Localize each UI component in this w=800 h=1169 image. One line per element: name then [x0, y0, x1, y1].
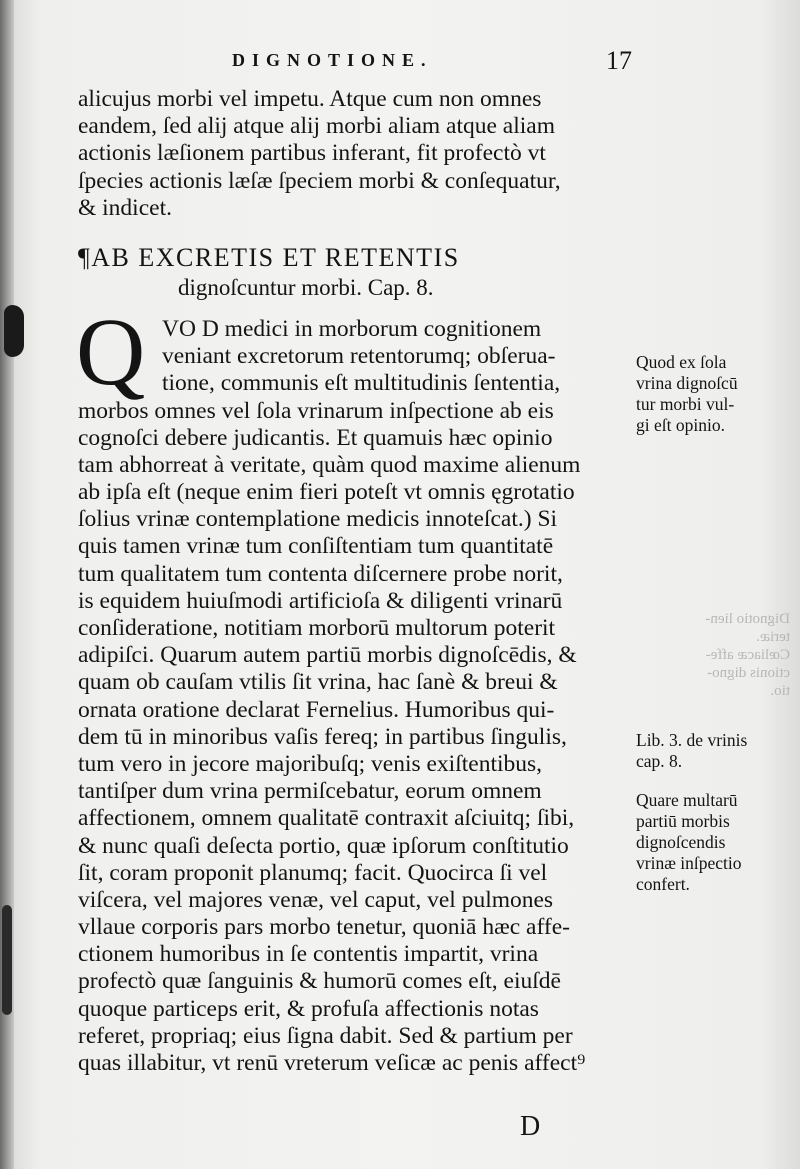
main-text-block	[78, 86, 630, 1077]
text-line: cognoſci debere judicantis. Et quamuis hæc opinio	[78, 424, 553, 451]
text-line: VO D medici in morborum cognitionem	[162, 315, 542, 342]
text-line: profectò quæ ſanguinis & humorū comes eſt, eiuſdē	[78, 968, 561, 995]
text-line: quis tamen vrinæ tum conſiſtentiam tum quantitatē	[78, 533, 554, 560]
chapter-title: ¶AB EXCRETIS ET RETENTIS	[78, 242, 460, 272]
text-line: tantiſper dum vrina permiſcebatur, eorum omnem	[78, 778, 542, 805]
margin-note-reference	[636, 730, 786, 772]
text-line: ſpecies actionis læſæ ſpeciem morbi & conſequatur,	[78, 167, 561, 194]
text-line: viſcera, vel majores venæ, vel caput, vel pulmones	[78, 886, 554, 913]
margin-line: Quod ex ſola	[636, 352, 727, 372]
text-line: quoque particeps erit, & profuſa affectionis notas	[78, 995, 539, 1022]
text-line: adipiſci. Quarum autem partiū morbis dignoſcēdis, &	[78, 642, 577, 669]
text-line: alicujus morbi vel impetu. Atque cum non omnes	[78, 86, 542, 112]
ink-blot-lower	[2, 905, 12, 1015]
margin-line: partiū morbis	[636, 811, 730, 831]
margin-line: dignoſcendis	[636, 832, 726, 852]
text-line: affectionem, omnem qualitatē contraxit aſciuitq; ſibi,	[78, 805, 575, 832]
margin-line: vrinæ inſpectio	[636, 853, 742, 873]
text-line: morbos omnes vel ſola vrinarum inſpectione ab eis	[78, 397, 554, 424]
text-line: ctionem humoribus in ſe contentis impartit, vrina	[78, 941, 539, 968]
text-line: dem tū in minoribus vaſis fereq; in partibus ſingulis,	[78, 723, 567, 750]
text-line: tum qualitatem tum contenta diſcernere probe norit,	[78, 560, 563, 587]
ink-blot	[4, 305, 24, 357]
running-title: DIGNOTIONE.	[232, 50, 433, 70]
text-line: conſideratione, notitiam morborū multorum poterit	[78, 615, 556, 641]
bleed-through-text: Dignotio lien- teriæ. Cœliacæ affe- ctionis digno- tio.	[705, 611, 790, 699]
signature-mark: D	[520, 1111, 541, 1142]
text-line: & indicet.	[78, 194, 172, 221]
text-line: veniant excretorum retentorumq; obſerua-	[162, 343, 556, 370]
chapter-subtitle: dignoſcuntur morbi. Cap. 8.	[178, 274, 434, 300]
text-line: tum vero in jecore majoribuſq; venis exiſtentibus,	[78, 750, 543, 777]
margin-note-opinion	[636, 352, 786, 436]
text-line: ab ipſa eſt (neque enim fieri poteſt vt omnis ęgrotatio	[78, 479, 575, 506]
text-line: is equidem huiuſmodi artificioſa & diligenti vrinarū	[78, 587, 563, 614]
text-line: & nunc quaſi deſecta portio, quæ ipſorum conſtitutio	[78, 832, 569, 859]
drop-cap: Q	[76, 297, 146, 405]
margin-note-inspection	[636, 790, 786, 895]
margin-line: Quare multarū	[636, 790, 738, 810]
margin-line: confert.	[636, 874, 690, 894]
text-line: ſolius vrinæ contemplatione medicis innoteſcat.) Si	[78, 506, 558, 533]
page-number: 17	[606, 46, 632, 75]
margin-line: gi eſt opinio.	[636, 415, 725, 435]
text-line: referet, propriaq; eius ſigna dabit. Sed & partium per	[78, 1022, 573, 1049]
chapter-paragraph	[76, 297, 630, 1077]
text-line: tione, communis eſt multitudinis ſententia,	[162, 370, 561, 397]
text-line: actionis læſionem partibus inferant, fit profectò vt	[78, 140, 546, 167]
intro-paragraph	[78, 86, 630, 222]
running-header	[232, 46, 632, 80]
margin-line: tur morbi vul-	[636, 394, 735, 414]
margin-line: vrina dignoſcū	[636, 373, 738, 393]
text-line: quam ob cauſam vtilis ſit vrina, hac ſanè & breui &	[78, 669, 558, 696]
text-line: ornata oratione declarat Fernelius. Humoribus qui-	[78, 696, 555, 723]
text-line: eandem, ſed alij atque alij morbi aliam atque aliam	[78, 113, 555, 140]
text-line: tam abhorreat à veritate, quàm quod maxime alienum	[78, 451, 581, 478]
text-line: quas illabitur, vt renū vreterum veſicæ ac penis affect⁹	[78, 1050, 586, 1076]
text-line: vllaue corporis pars morbo tenetur, quoniā hæc affe-	[78, 914, 570, 941]
margin-line: Lib. 3. de vrinis	[636, 730, 748, 750]
margin-line: cap. 8.	[636, 751, 683, 771]
text-line: ſit, coram proponit planumq; facit. Quocirca ſi vel	[78, 859, 548, 886]
